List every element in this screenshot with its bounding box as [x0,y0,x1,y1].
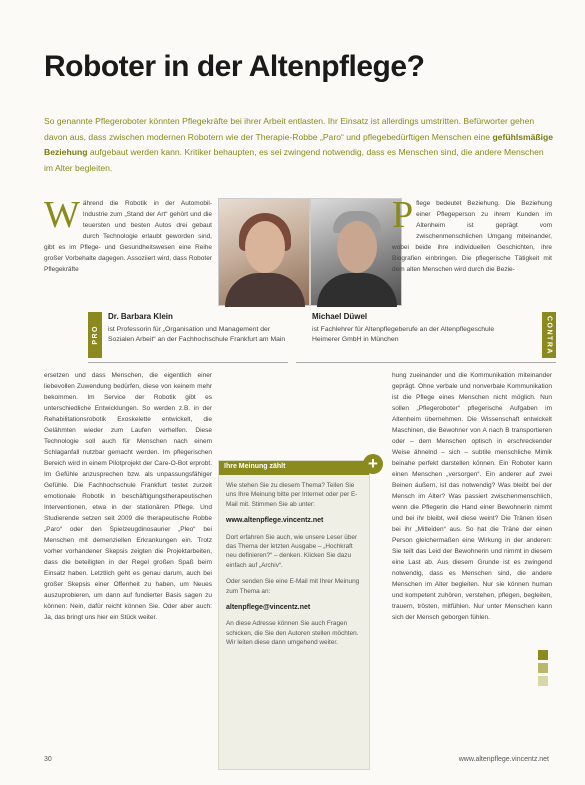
photo-face [245,221,285,273]
opinion-box-questions-text: An diese Adresse können Sie auch Fragen schicken, die Sie den Autoren stellen möchten. Wir leiten diese dann umgehend weiter. [226,620,359,647]
pro-text-top [44,198,212,308]
photo-barbara-klein [218,198,310,306]
opinion-box-url[interactable]: www.altenpflege.vincentz.net [226,517,324,525]
pro-text-bottom: ersetzen und dass Menschen, die eigentlich einer liebevollen Zuwendung bedürfen, diese von keinem mehr bekommen. Im Service der Robotik gibt es unterschiedliche Entwicklungen. So werden z.B. in der Rehabilitationsrobotik Exoskelette entwickelt, die Gelähmten wieder zum Laufen verhelfen. Diese Technologie soll auch für Menschen nach einem Schlaganfall nutzbar gemacht werden. Im pflegerischen Bereich wird in einem Pilotprojekt der Care-O-Bot erprobt. Im Gefühle anzusprechen bzw. als unpassungsfähiger Gefühle. Die Fachhochschule Frankfurt testet zurzeit emotionale Robotik in beschäftigungstherapeutischen Interventionen, etwa in der stationären Pflege. Und Studierende setzen seit 2009 die therapeutische Robbe „Paro“ oder den Spielzeugdinosaurier „Pleo“ bei Menschen mit demenziellen Erkrankungen ein. Trotz vorher vorhandener Skepsis zeigten die Projektarbeiten, dass die beteiligten in der Regel großen Spaß beim Einsatz haben. Letztlich geht es genau darum, auch bei großer Skepsis einer Offenheit zu haben, um Neues auszuprobieren, um dann auf fundierter Basis sagen zu können: Nein, dafür reicht können Sie. Oder aber auch: Ja, das bringt uns hier ein Stück weiter. [44,372,212,621]
contra-tag-label: CONTRA [545,315,553,355]
opinion-box-body [219,475,369,661]
page-number: 30 [44,756,52,763]
intro-emphasis: gefühlsmäßige Beziehung [44,131,554,158]
contra-author-name: Michael Düwel [312,312,368,321]
contra-text-top [392,198,552,308]
opinion-box-email-prompt: Oder senden Sie eine E-Mail mit Ihrer Meinung zum Thema an: [226,578,360,595]
divider-line [296,362,556,363]
opinion-box-intro: Wie stehen Sie zu diesem Thema? Teilen Sie uns Ihre Meinung bitte per Internet oder per E-Mail mit. Stimmen Sie ab unter: [226,482,358,508]
divider-line [88,362,288,363]
contra-dropcap: P [392,198,414,236]
photo-shoulders [317,273,397,307]
pro-dropcap: W [44,198,80,236]
contra-author-bio [312,312,502,345]
opinion-box [218,460,370,770]
plus-icon: + [363,454,383,474]
contra-tag [542,312,556,358]
decorative-squares [538,650,548,688]
contra-text-bottom: hung zueinander und die Kommunikation miteinander geprägt. Ohne verbale und nonverbale Kommunikation ist die Pflege eines Menschen nicht möglich. Nun sollen „Pflegeroboter“ pflegerische Aufgaben im Altenheim übernehmen. Die Wissenschaft entwickelt Maschinen, die Bewohner von A nach B transportieren oder – dem Menschen optisch in erschreckender Weise ähnelnd – sich – subtile menschliche Mimik beinahe perfekt darstellen können. Ein Roboter kann einen Menschen „versorgen“. Ein anderer auf zwei Beinen äußern, ist das notwendig? Was bleibt bei der Mensch im Alter? Was passiert zwischenmenschlich, wenn die Pflegerin die Hand einer Bewohnerin nimmt und bei ihr bleibt, weil diese weint? Die Tränen lösen bei ihr „Mitleiden“ aus. So hat die Träne der einen Person gleichermaßen eine Wirkung in der anderen: Sie teilt das Leid der Bewohnerin und nimmt in diesem eine Last ab. Aus diesem Grunde ist es zwingend notwendig, dass es Menschen sind, die andere Menschen im Alter begleiten. Nur sie können human und kompetent zuhören, verstehen, pflegen, begleiten, trauern, trösten, mitfühlen. Nur unter Menschen kann sich der Mensch geborgen fühlen. [392,372,552,621]
photo-shoulders [225,273,305,307]
opinion-box-heading: Ihre Meinung zählt [219,461,369,475]
contra-text-top-body: flege bedeutet Beziehung. Die Beziehung einer Pflegeperson zu ihrem Kunden im Altenheim ist geprägt vom zwischenmenschlichen Umgang miteinander, wobei beide ihre individuellen Geschichten, ihre Biografien einbringen. Die pflegerische Tätigkeit mit dem alten Menschen wird durch die Bezie- [392,200,552,273]
intro-text-start: So genannte Pflegeroboter könnten Pflegekräfte bei ihrer Arbeit entlasten. Ihr Einsatz ist allerdings umstritten. Befürworter gehen davon aus, dass zwischen modernen Robotern wie der Therapie-Robbe „Paro“ und pflegebedürftigen Menschen eine [44,116,535,142]
photo-michael-duewel [310,198,402,306]
photo-face [337,221,377,273]
opinion-box-archive-text: Dort erfahren Sie auch, wie unsere Leser über das Thema der letzten Ausgabe – „Hochkraft neu definieren?“ – denken. Klicken Sie dazu einfach auf „Archiv“. [226,533,358,569]
pro-author-bio [108,312,298,345]
pro-author-description: ist Professorin für „Organisation und Management der Sozialen Arbeit“ an der Fachhochschule Frankfurt am Main [108,326,286,343]
intro-text-end: aufgebaut werden kann. Kritiker behaupten, es sei zwingend notwendig, dass es Menschen sind, die andere Menschen im Alter begleiten. [44,147,544,173]
pro-author-name: Dr. Barbara Klein [108,312,173,321]
pro-tag-label: PRO [91,325,99,345]
opinion-box-email[interactable]: altenpflege@vincentz.net [226,604,311,612]
contra-author-description: ist Fachlehrer für Altenpflegeberufe an der Altenpflegeschule Heimerer GmbH in München [312,326,495,343]
article-title: Roboter in der Altenpflege? [44,50,425,83]
article-intro [44,114,554,176]
footer-url[interactable]: www.altenpflege.vincentz.net [458,756,549,763]
pro-tag [88,312,102,358]
pro-text-top-body: ährend die Robotik in der Automobil-Industrie zum „Stand der Art“ gehört und die teuersten und besten Autos drei gebaut durch Technologie erlaubt geworden sind, gibt es im Pflege- und Gesundheitswesen eine Reihe großer Vorbehalte dagegen. Assoziiert wird, dass Roboter Pflegekräfte [44,200,212,273]
